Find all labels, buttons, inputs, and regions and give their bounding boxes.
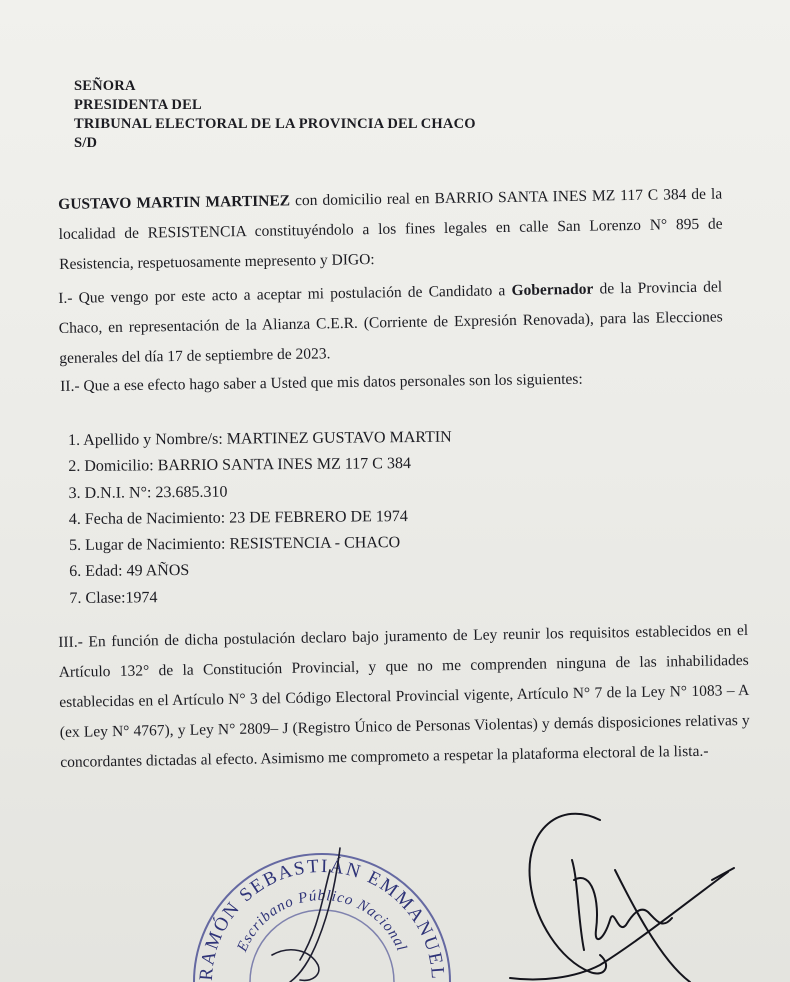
candidate-office: Gobernador — [511, 280, 594, 300]
personal-data-item-birthdate: 4. Fecha de Nacimiento: 23 DE FEBRERO DE 1974 — [68, 507, 408, 528]
personal-data-item-address: 2. Domicilio: BARRIO SANTA INES MZ 117 C 384 — [68, 455, 411, 476]
header-line-1: SEÑORA — [74, 78, 136, 94]
header-line-4: S/D — [74, 135, 98, 151]
section-1-text-after: de la Provincia del Chaco, en representación de la Alianza C.E.R. (Corriente de Expresión Renovada), para las Elecciones generales del día 17 de septiembre de 2023. — [58, 278, 723, 367]
candidate-signature — [510, 814, 734, 982]
personal-data-item-class: 7. Clase:1974 — [69, 589, 158, 607]
header-line-3: TRIBUNAL ELECTORAL DE LA PROVINCIA DEL CHACO — [74, 116, 476, 132]
svg-text:RAMÓN SEBASTIÁN EMMANUEL — [196, 855, 448, 981]
intro-text: con domicilio real en BARRIO SANTA INES MZ 117 C 384 de la localidad de RESISTENCIA constituyéndolo a los fines legales en calle San Lorenzo N° 895 de Resistencia, respetuosamente mepresento y DIGO: — [58, 185, 723, 273]
stamp-inner-text: Escribano Público Nacional — [234, 888, 410, 955]
personal-data-item-name: 1. Apellido y Nombre/s: MARTINEZ GUSTAVO MARTIN — [68, 428, 452, 449]
notary-signature — [272, 848, 340, 982]
svg-text:Escribano Público Nacional — [234, 888, 410, 955]
personal-data-item-dni: 3. D.N.I. N°: 23.685.310 — [68, 483, 228, 502]
section-1-text-before: I.- Que vengo por este acto a aceptar mi postulación de Candidato a — [58, 282, 512, 307]
stamp-outer-text: RAMÓN SEBASTIÁN EMMANUEL — [195, 855, 449, 982]
personal-data-list — [68, 425, 453, 612]
header-line-2: PRESIDENTA DEL — [74, 97, 202, 113]
notary-stamp — [194, 854, 450, 982]
intro-paragraph — [58, 180, 723, 280]
personal-data-item-age: 6. Edad: 49 AÑOS — [69, 562, 190, 581]
personal-data-item-birthplace: 5. Lugar de Nacimiento: RESISTENCIA - CHACO — [68, 534, 401, 555]
section-3-paragraph: III.- En función de dicha postulación declaro bajo juramento de Ley reunir los requisitos establecidos en el Artículo 132° de la Constitución Provincial, y que no me comprenden ninguna de las inhabilidades establecidas en el Artículo N° 3 del Código Electoral Provincial vigente, Artículo N° 7 de la Ley N° 1083 – A (ex Ley N° 4767), y Ley N° 2809– J (Registro Único de Personas Violentas) y demás disposiciones relativas y concordantes dictadas al efecto. Asimismo me comprometo a respetar la plataforma electoral de la lista.- — [58, 621, 750, 771]
applicant-name: GUSTAVO MARTIN MARTINEZ — [58, 192, 291, 213]
section-1-paragraph — [58, 272, 723, 374]
section-2-paragraph: II.- Que a ese efecto hago saber a Usted que mis datos personales son los siguientes: — [60, 370, 583, 395]
addressee-header — [74, 77, 476, 153]
